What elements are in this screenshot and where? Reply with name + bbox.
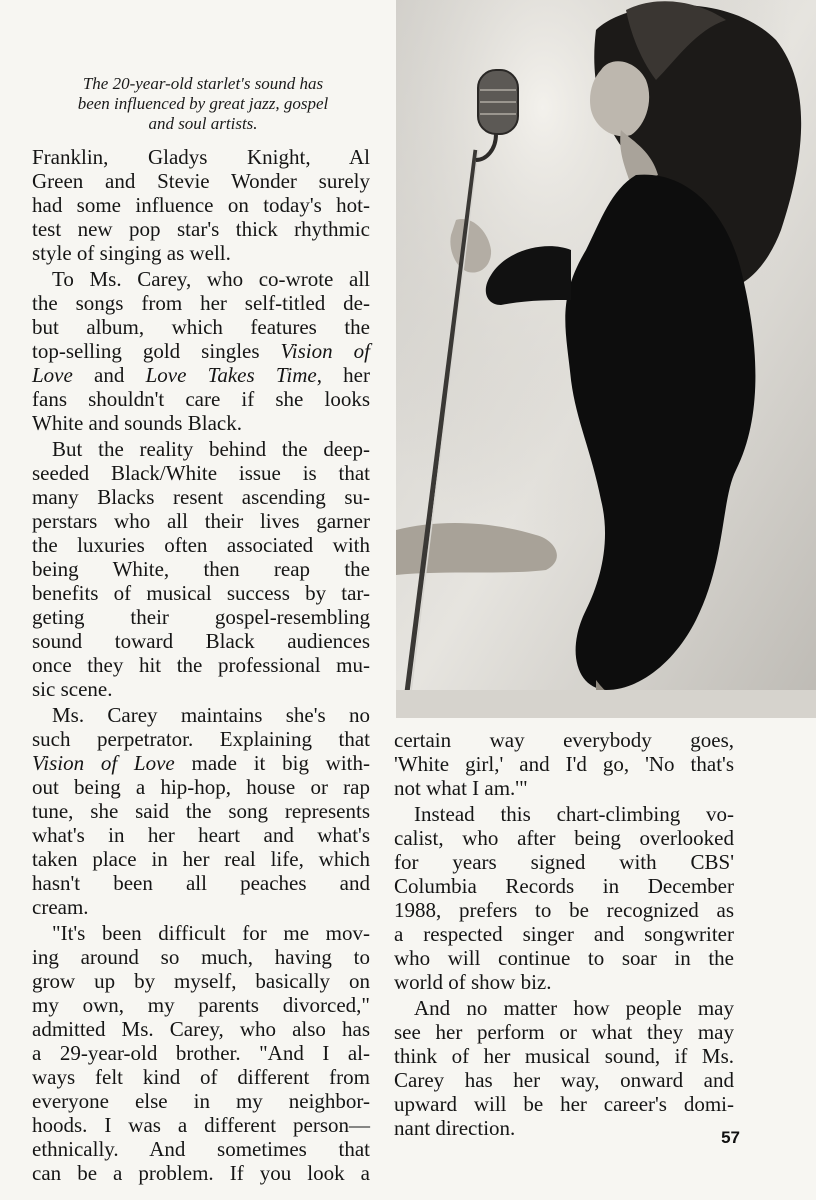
article-line: such perpetrator. Explaining that — [32, 727, 370, 751]
article-line: who will continue to soar in the — [394, 946, 734, 970]
article-line: seeded Black/White issue is that — [32, 461, 370, 485]
article-line: Carey has her way, onward and — [394, 1068, 734, 1092]
caption-line: and soul artists. — [148, 114, 258, 133]
article-line: can be a problem. If you look a — [32, 1161, 370, 1185]
photo-caption — [28, 74, 378, 134]
article-line: everyone else in my neighbor- — [32, 1089, 370, 1113]
article-line: had some influence on today's hot- — [32, 193, 370, 217]
page-number: 57 — [721, 1128, 740, 1147]
article-line: my own, my parents divorced," — [32, 993, 370, 1017]
caption-line: been influenced by great jazz, gospel — [77, 94, 329, 113]
singer-photo-graphic — [396, 0, 816, 718]
article-line: see her perform or what they may — [394, 1020, 734, 1044]
article-line: geting their gospel-resembling — [32, 605, 370, 629]
article-line: 1988, prefers to be recognized as — [394, 898, 734, 922]
article-line: but album, which features the — [32, 315, 370, 339]
article-line: top-selling gold singles Vision of — [32, 339, 370, 363]
article-line: what's in her heart and what's — [32, 823, 370, 847]
article-line: sound toward Black audiences — [32, 629, 370, 653]
article-line: "It's been difficult for me mov- — [52, 921, 370, 945]
article-line: a 29-year-old brother. "And I al- — [32, 1041, 370, 1065]
article-line: once they hit the professional mu- — [32, 653, 370, 677]
article-line: Columbia Records in December — [394, 874, 734, 898]
article-line: hoods. I was a different person— — [32, 1113, 370, 1137]
singer-photo — [396, 0, 816, 718]
article-line: ing around so much, having to — [32, 945, 370, 969]
article-line: many Blacks resent ascending su- — [32, 485, 370, 509]
article-line: sic scene. — [32, 677, 113, 701]
article-line: not what I am.'" — [394, 776, 528, 800]
article-line: ways felt kind of different from — [32, 1065, 370, 1089]
article-line: the luxuries often associated with — [32, 533, 370, 557]
article-line: out being a hip-hop, house or rap — [32, 775, 370, 799]
article-line: fans shouldn't care if she looks — [32, 387, 370, 411]
article-line: grow up by myself, basically on — [32, 969, 370, 993]
article-line: And no matter how people may — [414, 996, 734, 1020]
caption-line: The 20-year-old starlet's sound has — [82, 74, 324, 93]
article-line: for years signed with CBS' — [394, 850, 734, 874]
article-line: To Ms. Carey, who co-wrote all — [52, 267, 370, 291]
article-line: Love and Love Takes Time, her — [32, 363, 370, 387]
article-line: cream. — [32, 895, 89, 919]
article-line: calist, who after being overlooked — [394, 826, 734, 850]
article-line: But the reality behind the deep- — [52, 437, 370, 461]
article-line: a respected singer and songwriter — [394, 922, 734, 946]
article-line: test new pop star's thick rhythmic — [32, 217, 370, 241]
article-line: Franklin, Gladys Knight, Al — [32, 145, 370, 169]
article-line: ethnically. And sometimes that — [32, 1137, 370, 1161]
article-line: world of show biz. — [394, 970, 552, 994]
article-line: White and sounds Black. — [32, 411, 242, 435]
article-line: certain way everybody goes, — [394, 728, 734, 752]
article-line: benefits of musical success by tar- — [32, 581, 370, 605]
article-line: nant direction. — [394, 1116, 516, 1140]
article-column-right — [394, 728, 734, 1140]
article-line: perstars who all their lives garner — [32, 509, 370, 533]
article-line: 'White girl,' and I'd go, 'No that's — [394, 752, 734, 776]
article-line: think of her musical sound, if Ms. — [394, 1044, 734, 1068]
article-line: admitted Ms. Carey, who also has — [32, 1017, 370, 1041]
article-line: upward will be her career's domi- — [394, 1092, 734, 1116]
article-line: Vision of Love made it big with- — [32, 751, 371, 775]
article-line: being White, then reap the — [32, 557, 370, 581]
article-line: style of singing as well. — [32, 241, 231, 265]
article-line: tune, she said the song represents — [32, 799, 370, 823]
article-line: hasn't been all peaches and — [32, 871, 370, 895]
article-line: Ms. Carey maintains she's no — [52, 703, 370, 727]
article-line: Instead this chart-climbing vo- — [414, 802, 734, 826]
article-line: the songs from her self-titled de- — [32, 291, 370, 315]
article-line: Green and Stevie Wonder surely — [32, 169, 370, 193]
article-line: taken place in her real life, which — [32, 847, 370, 871]
article-column-left — [32, 145, 370, 1185]
